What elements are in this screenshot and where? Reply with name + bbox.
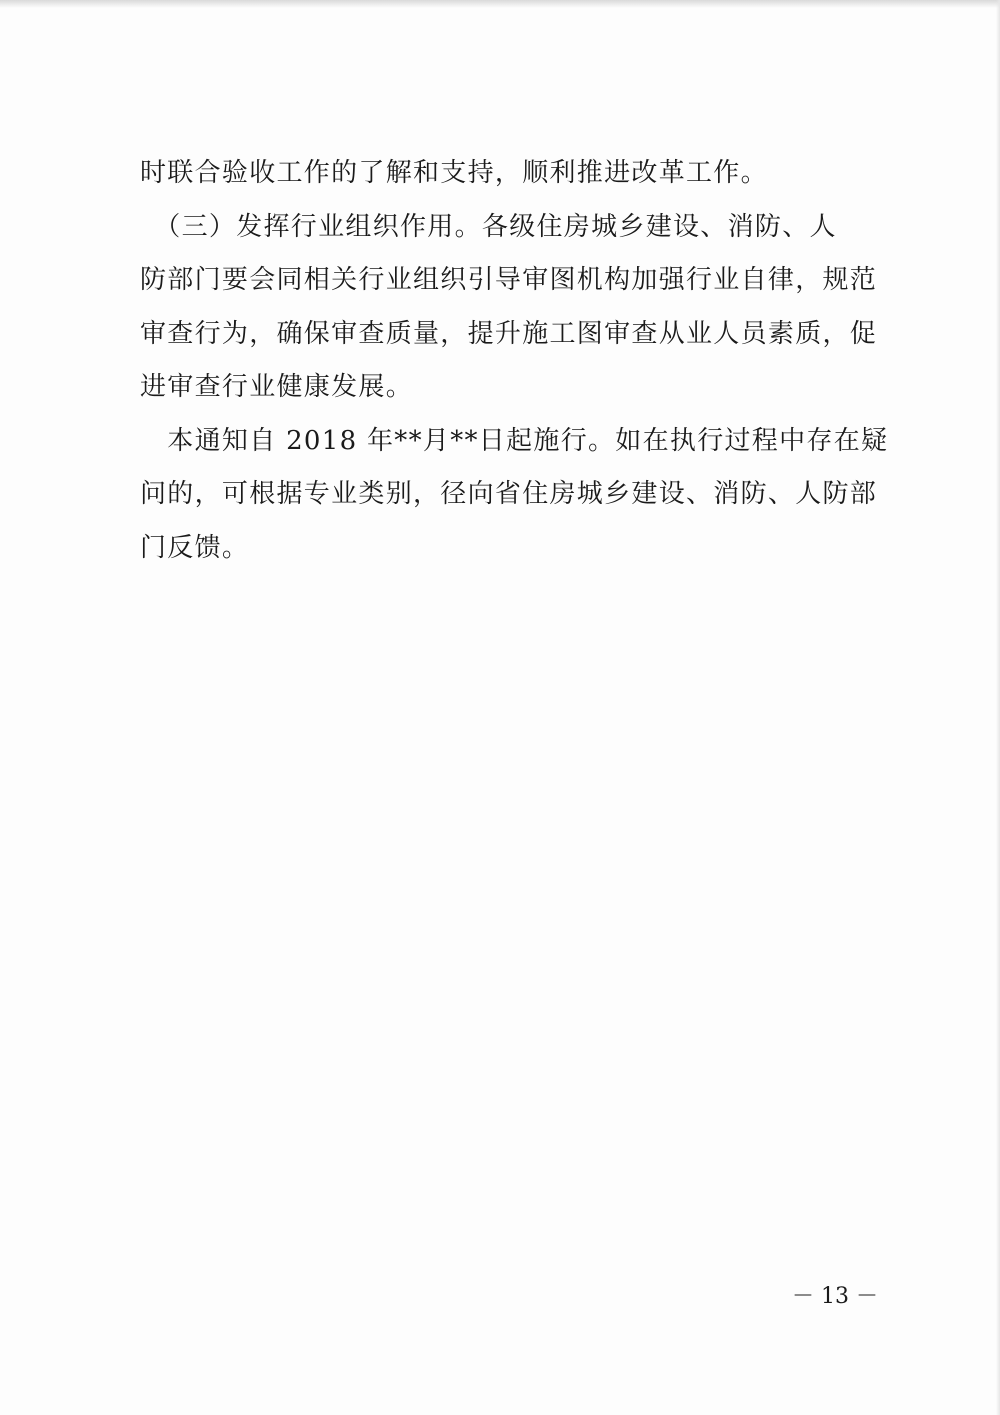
text-line: 审查行为，确保审查质量，提升施工图审查从业人员素质，促	[140, 318, 878, 349]
scan-edge-top	[0, 0, 1000, 8]
scan-edge-right	[996, 0, 1000, 1415]
text-line: 防部门要会同相关行业组织引导审图机构加强行业自律，规范	[140, 265, 878, 295]
text-line: 进审查行业健康发展。	[140, 372, 414, 402]
text-line: 本通知自 2018 年**月**日起施行。如在执行过程中存在疑	[140, 425, 889, 456]
text-line: 门反馈。	[140, 532, 250, 563]
text-line: 时联合验收工作的了解和支持，顺利推进改革工作。	[140, 158, 768, 188]
page-number: － 13 －	[792, 1284, 878, 1309]
body-text	[140, 147, 889, 575]
text-line: （三）发挥行业组织作用。各级住房城乡建设、消防、人	[140, 211, 837, 242]
text-line: 问的，可根据专业类别，径向省住房城乡建设、消防、人防部	[140, 479, 878, 509]
